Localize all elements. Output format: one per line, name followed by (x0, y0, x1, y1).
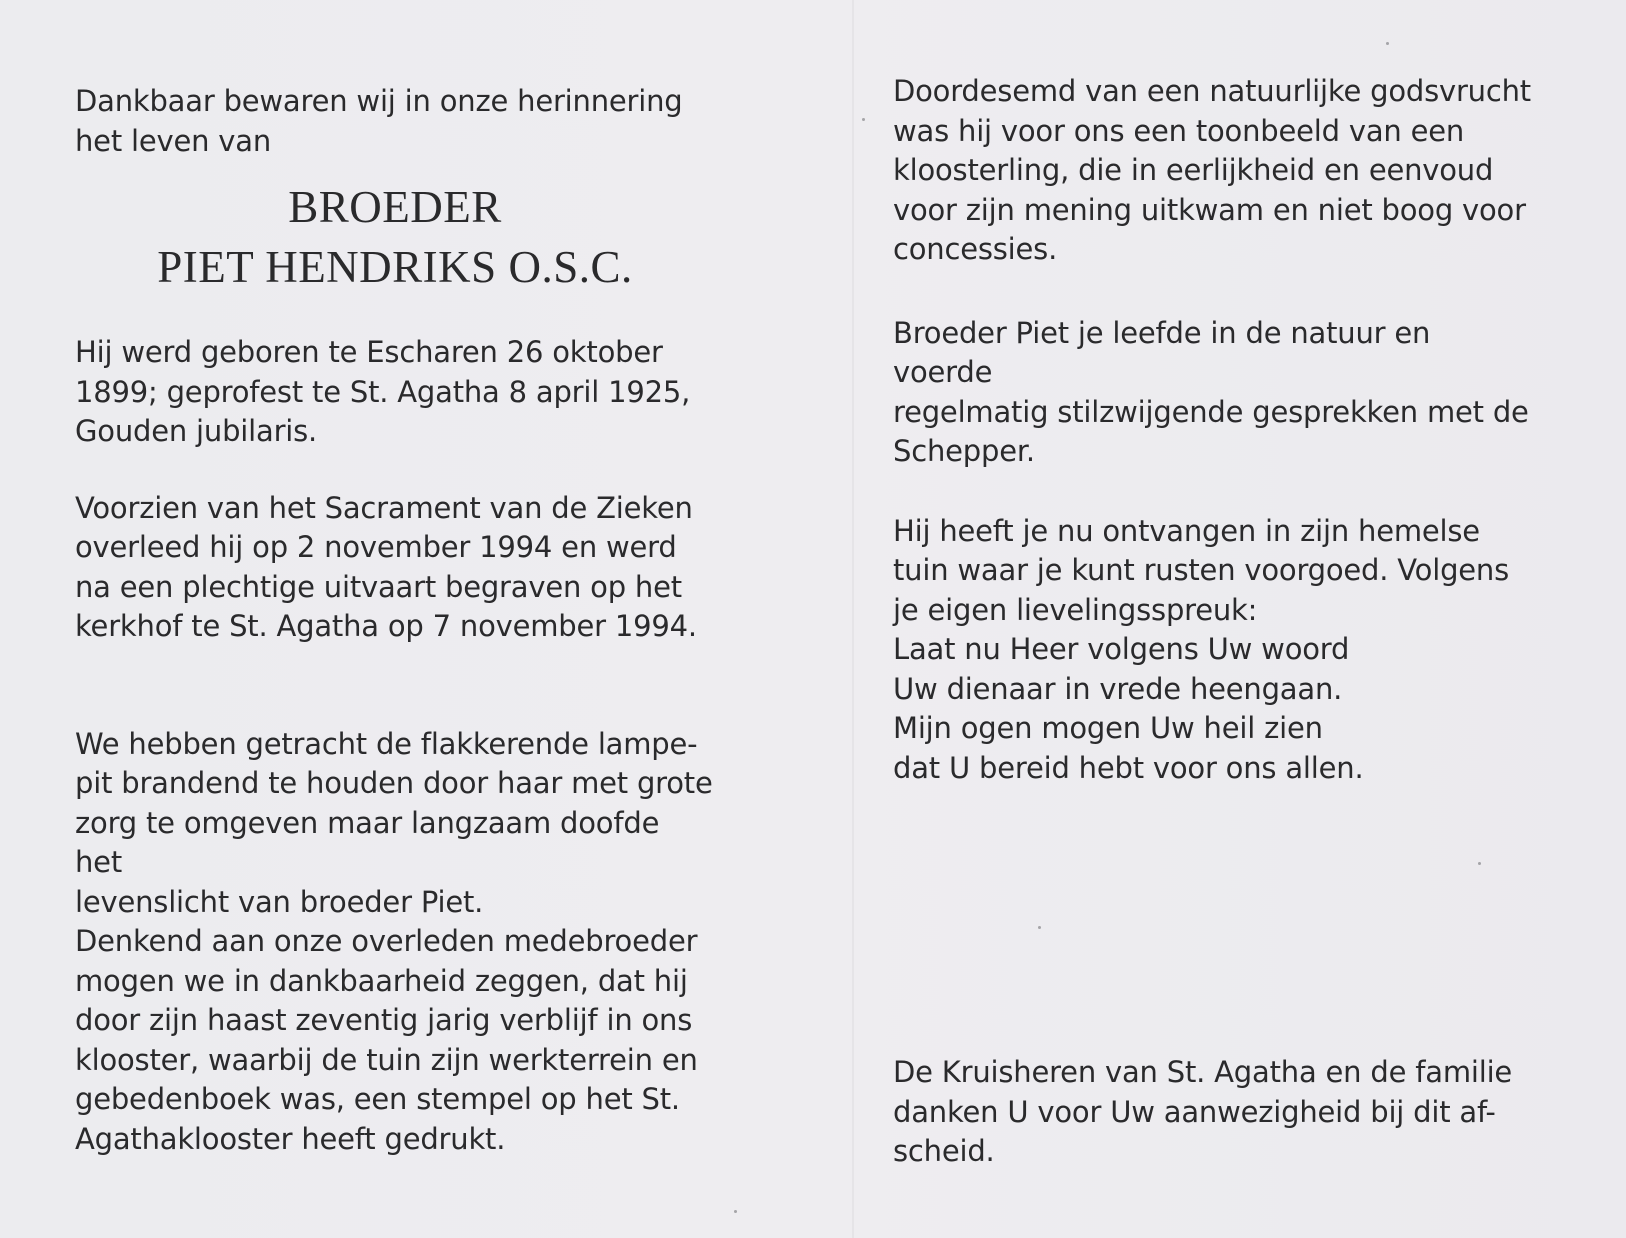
birth-profession-text: Hij werd geboren te Escharen 26 oktober 1899; geprofest te St. Agatha 8 april 1925, Gouden jubilaris. (75, 335, 691, 448)
devotion-text: Doordesemd van een natuurlijke godsvrucht was hij voor ons een toonbeeld van een kloosterling, die in eerlijkheid en eenvoud voor zijn mening uitkwam en niet boog voor concessies. (893, 74, 1531, 266)
death-burial-text: Voorzien van het Sacrament van de Zieken overleed hij op 2 november 1994 en werd na een plechtige uitvaart begraven op het kerkhof te St. Agatha op 7 november 1994. (75, 490, 697, 643)
intro-text: Dankbaar bewaren wij in onze herinnering het leven van (75, 84, 683, 158)
prayer-text: Hij heeft je nu ontvangen in zijn hemelse tuin waar je kunt rusten voorgoed. Volgens je eigen lievelingsspreuk: Laat nu Heer volgens Uw woord Uw dienaar in vrede heengaan. Mijn ogen mogen Uw heil zien dat U bereid hebt voor ons allen. (893, 513, 1510, 785)
paper-speck (1386, 42, 1389, 45)
card-fold-line (852, 0, 854, 1238)
deceased-name: BROEDER PIET HENDRIKS O.S.C. (157, 182, 633, 292)
nature-text: Broeder Piet je leefde in de natuur en voerde regelmatig stilzwijgende gesprekken met de Schepper. (893, 315, 1529, 468)
paper-speck (734, 1210, 737, 1213)
paper-speck (1478, 862, 1481, 865)
remembrance-text: We hebben getracht de flakkerende lampe- pit brandend te houden door haar met grote zorg te omgeven maar langzaam doofde het levenslicht van broeder Piet. Denkend aan onze overleden medebroeder mogen we in dankbaarheid zeggen, dat hij door zijn haast zeventig jarig verblijf in ons klooster, waarbij de tuin zijn werkterrein en gebedenboek was, een stempel op het St. Agathaklooster heeft gedrukt. (75, 726, 713, 1156)
paper-speck (862, 118, 865, 121)
thanks-text: De Kruisheren van St. Agatha en de familie danken U voor Uw aanwezigheid bij dit af- scheid. (893, 1055, 1513, 1168)
left-column (75, 82, 715, 1159)
paper-speck (1038, 926, 1041, 929)
right-column (893, 72, 1533, 788)
